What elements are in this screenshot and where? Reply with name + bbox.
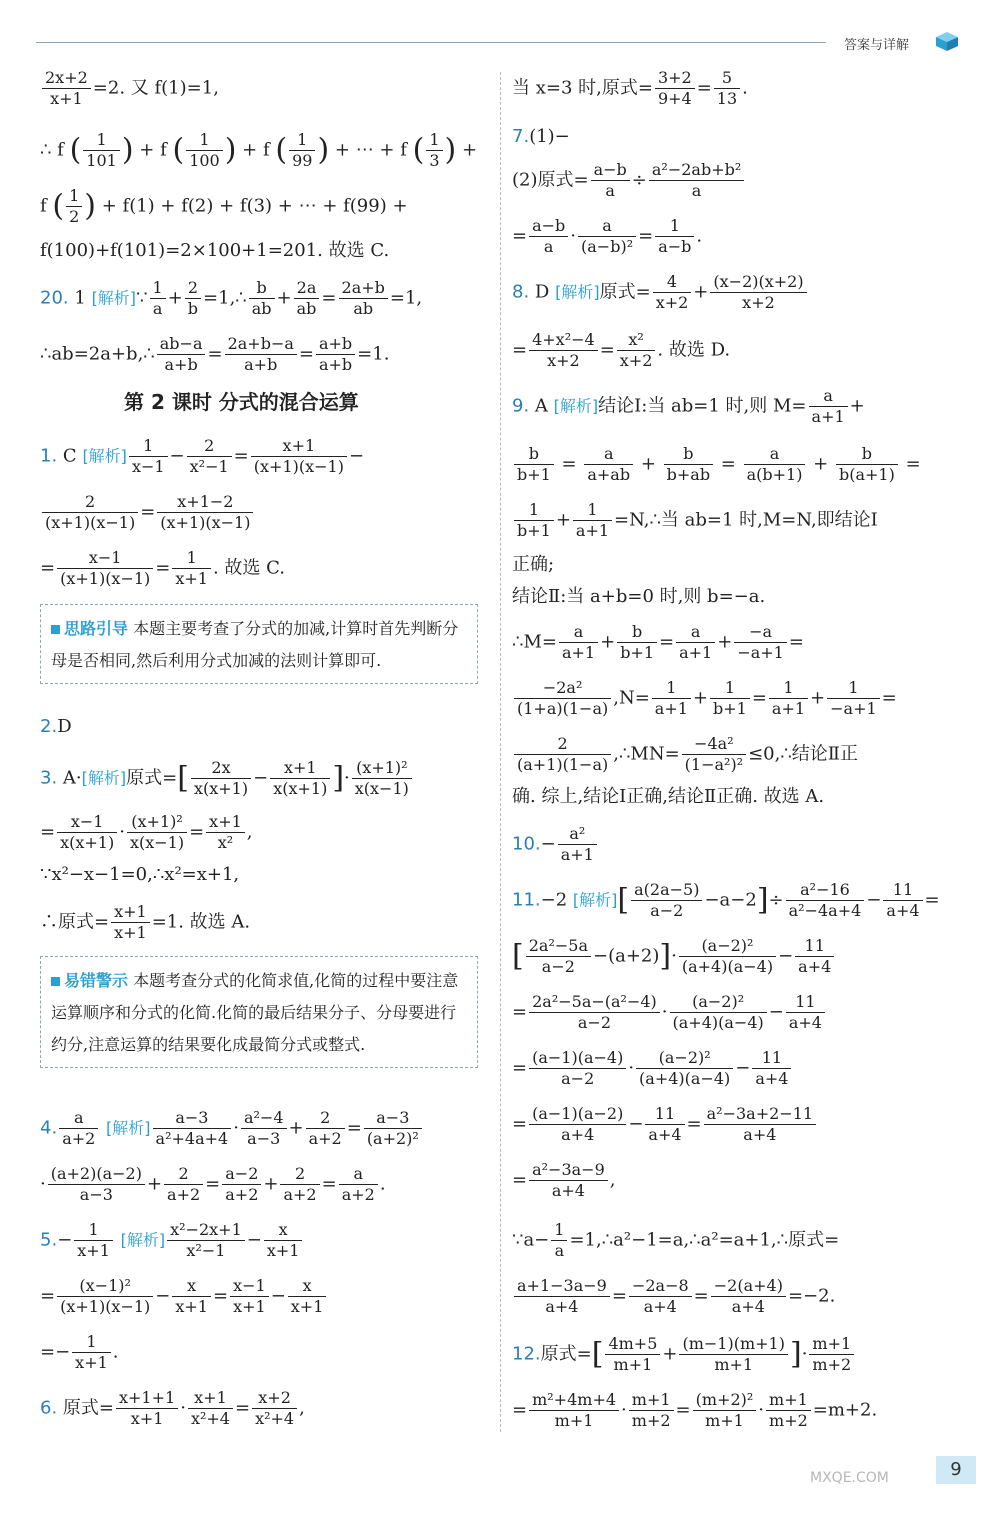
line: = $\frac{\text{a²−3a−9}}{a+4}$ , xyxy=(512,1160,616,1200)
column-divider xyxy=(500,72,501,1432)
q9: 9. A [解析]结论Ⅰ:当 ab=1 时,则 M= $\frac{a}{a+1}$ + xyxy=(512,386,865,426)
line: f ( $\frac{1}{2}$ ) + f(1) + f(2) + f(3) + ⋯ + f(99) + xyxy=(40,186,408,226)
cube-logo-icon xyxy=(934,30,960,52)
line: ∴M= $\frac{a}{a+1}$ + $\frac{b}{b+1}$ = $\frac{a}{a+1}$ + $\frac{-a}{-a+1}$ = xyxy=(512,622,804,662)
header-rule xyxy=(36,42,826,43)
line: = $\frac{\text{m²+4m+4}}{m+1}$ · $\frac{m+1}{m+2}$ = $\frac{\text{(m+2)²}}{m+1}$ · $\frac{m+1}{m+2}$ =m+2. xyxy=(512,1390,878,1430)
line: $\frac{b}{b+1}$ = $\frac{a}{a+ab}$ + $\frac{b}{b+ab}$ = $\frac{a}{a(b+1)}$ + $\frac{b}{b(a+1)}$ = xyxy=(512,444,921,485)
line: f(100)+f(101)=2×100+1=201. 故选 C. xyxy=(40,240,390,261)
section-title: 第 2 课时 分式的混合运算 xyxy=(124,390,359,414)
line: = $\frac{(a-1)(a-4)}{a-2}$ · $\frac{\text{(a−2)²}}{(a+4)(a-4)}$ − $\frac{11}{a+4}$ xyxy=(512,1048,793,1089)
q12: 12.原式=[ $\frac{4m+5}{m+1}$ + $\frac{(m-1)(m+1)}{m+1}$ ]· $\frac{m+1}{m+2}$ xyxy=(512,1334,856,1375)
line: = $\frac{(a-1)(a-2)}{a+4}$ − $\frac{11}{a+4}$ = $\frac{\text{a²−3a+2−11}}{a+4}$ xyxy=(512,1104,818,1145)
line: 确. 综上,结论Ⅰ正确,结论Ⅱ正确. 故选 A. xyxy=(512,786,825,807)
square-icon xyxy=(51,625,60,634)
line: = $\frac{a-b}{a}$ · $\frac{a}{\text{(a−b)²}}$ = $\frac{1}{a-b}$ . xyxy=(512,216,703,256)
line: $\frac{2}{(x+1)(x-1)}$ = $\frac{x+1-2}{(x+1)(x-1)}$ xyxy=(40,492,255,533)
line: = $\frac{\text{4+x²−4}}{x+2}$ = $\frac{\text{x²}}{x+2}$ . 故选 D. xyxy=(512,330,731,370)
line: $\frac{2}{(a+1)(1-a)}$ ,∴MN= $\frac{\text{−4a²}}{\text{(1−a²)²}}$ ≤0,∴结论Ⅱ正 xyxy=(512,734,858,775)
q2: 2.D xyxy=(40,716,72,737)
q5: 5.− $\frac{1}{x+1}$ [解析] $\frac{\text{x²−2x+1}}{\text{x²−1}}$ − $\frac{x}{x+1}$ xyxy=(40,1220,304,1261)
line: = $\frac{x-1}{x(x+1)}$ · $\frac{\text{(x+1)²}}{x(x-1)}$ = $\frac{x+1}{\text{x²}}$ , xyxy=(40,812,253,852)
q1: 1. C [解析] $\frac{1}{x-1}$ − $\frac{2}{\text{x²−1}}$ = $\frac{x+1}{(x+1)(x-1)}$ − xyxy=(40,436,365,476)
line: $\frac{2x+2}{x+1}$ =2. 又 f(1)=1, xyxy=(40,68,219,109)
line: 正确; xyxy=(512,554,555,575)
line: = $\frac{\text{2a²−5a−(a²−4)}}{a-2}$ · $\frac{\text{(a−2)²}}{(a+4)(a-4)}$ − $\frac{11}{a+4}$ xyxy=(512,992,827,1033)
line: (2)原式= $\frac{a-b}{a}$ ÷ $\frac{\text{a²−2ab+b²}}{a}$ xyxy=(512,160,746,201)
line: $\frac{\text{−2a²}}{(1+a)(1-a)}$ ,N= $\frac{1}{a+1}$ + $\frac{1}{b+1}$ = $\frac{1}{a+1}$ + $\frac{1}{-a+1}$ = xyxy=(512,678,897,719)
line: ∵x²−x−1=0,∴x²=x+1, xyxy=(40,864,240,885)
line: ∴原式= $\frac{x+1}{x+1}$ =1. 故选 A. xyxy=(40,902,251,942)
tip-box: 思路引导 本题主要考查了分式的加减,计算时首先判断分母是否相同,然后利用分式加减的法则计算即可. xyxy=(40,604,478,684)
watermark: MXQE.COM xyxy=(810,1470,889,1486)
line: $\frac{a+1-3a-9}{a+4}$ = $\frac{-2a-8}{a+4}$ = $\frac{-2(a+4)}{a+4}$ =−2. xyxy=(512,1276,835,1317)
line: $\frac{1}{b+1}$ + $\frac{1}{a+1}$ =N,∴当 ab=1 时,M=N,即结论Ⅰ xyxy=(512,500,878,541)
line: = $\frac{x-1}{(x+1)(x-1)}$ = $\frac{1}{x+1}$ . 故选 C. xyxy=(40,548,286,588)
q7: 7.(1)− xyxy=(512,126,570,147)
header-title: 答案与详解 xyxy=(844,38,910,53)
q6: 6. 原式= $\frac{x+1+1}{x+1}$ · $\frac{x+1}{\text{x²+4}}$ = $\frac{x+2}{\text{x²+4}}$ , xyxy=(40,1388,305,1428)
line: 结论Ⅱ:当 a+b=0 时,则 b=−a. xyxy=(512,586,766,607)
line: ∵a− $\frac{1}{a}$ =1,∴a²−1=a,∴a²=a+1,∴原式= xyxy=(512,1220,840,1260)
line: 当 x=3 时,原式= $\frac{3+2}{9+4}$ = $\frac{5}{13}$ . xyxy=(512,68,748,108)
q4: 4. $\frac{a}{a+2}$ [解析] $\frac{a-3}{\text{a²+4a+4}}$ · $\frac{\text{a²−4}}{a-3}$ + $\frac{2}{a+2}$ = $\frac{a-3}{\text{(a+2)²}}$ xyxy=(40,1108,424,1149)
page-number: 9 xyxy=(936,1456,976,1484)
line: ∴ab=2a+b,∴ $\frac{ab-a}{a+b}$ = $\frac{2a+b-a}{a+b}$ = $\frac{a+b}{a+b}$ =1. xyxy=(40,334,390,374)
q20: 20. 1 [解析]∵ $\frac{1}{a}$ + $\frac{2}{b}$ =1,∴ $\frac{b}{ab}$ + $\frac{2a}{ab}$ = $\frac{2a+b}{ab}$ =1, xyxy=(40,278,423,318)
tip-box: 易错警示 本题考查分式的化简求值,化简的过程中要注意运算顺序和分式的化简.化简的最后结果分子、分母要进行约分,注意运算的结果要化成最简分式或整式. xyxy=(40,956,478,1068)
q8: 8. D [解析]原式= $\frac{4}{x+2}$ + $\frac{(x-2)(x+2)}{x+2}$ xyxy=(512,272,809,313)
q10: 10.− $\frac{\text{a²}}{a+1}$ xyxy=(512,824,599,865)
line: =− $\frac{1}{x+1}$ . xyxy=(40,1332,119,1372)
line: · $\frac{(a+2)(a-2)}{a-3}$ + $\frac{2}{a+2}$ = $\frac{a-2}{a+2}$ + $\frac{2}{a+2}$ = $\frac{a}{a+2}$ . xyxy=(40,1164,386,1204)
line: [ $\frac{\text{2a²−5a}}{a-2}$ −(a+2)]· $\frac{\text{(a−2)²}}{(a+4)(a-4)}$ − $\frac{11}{a+4}$ xyxy=(512,936,836,977)
q11: 11.−2 [解析][ $\frac{a(2a-5)}{a-2}$ −a−2]÷ $\frac{\text{a²−16}}{\text{a²−4a+4}}$ − $\frac{11}{a+4}$ = xyxy=(512,880,940,920)
line: ∴ f ( $\frac{1}{101}$ ) + f ( $\frac{1}{100}$ ) + f ( $\frac{1}{99}$ ) + ⋯ + f ( $\frac{1}{3}$ ) + xyxy=(40,130,478,170)
line: = $\frac{\text{(x−1)²}}{(x+1)(x-1)}$ − $\frac{x}{x+1}$ = $\frac{x-1}{x+1}$ − $\frac{x}{x+1}$ xyxy=(40,1276,328,1317)
square-icon xyxy=(51,977,60,986)
q3: 3. A·[解析]原式=[ $\frac{2x}{x(x+1)}$ − $\frac{x+1}{x(x+1)}$ ]· $\frac{\text{(x+1)²}}{x(x-1)}$ xyxy=(40,758,414,799)
